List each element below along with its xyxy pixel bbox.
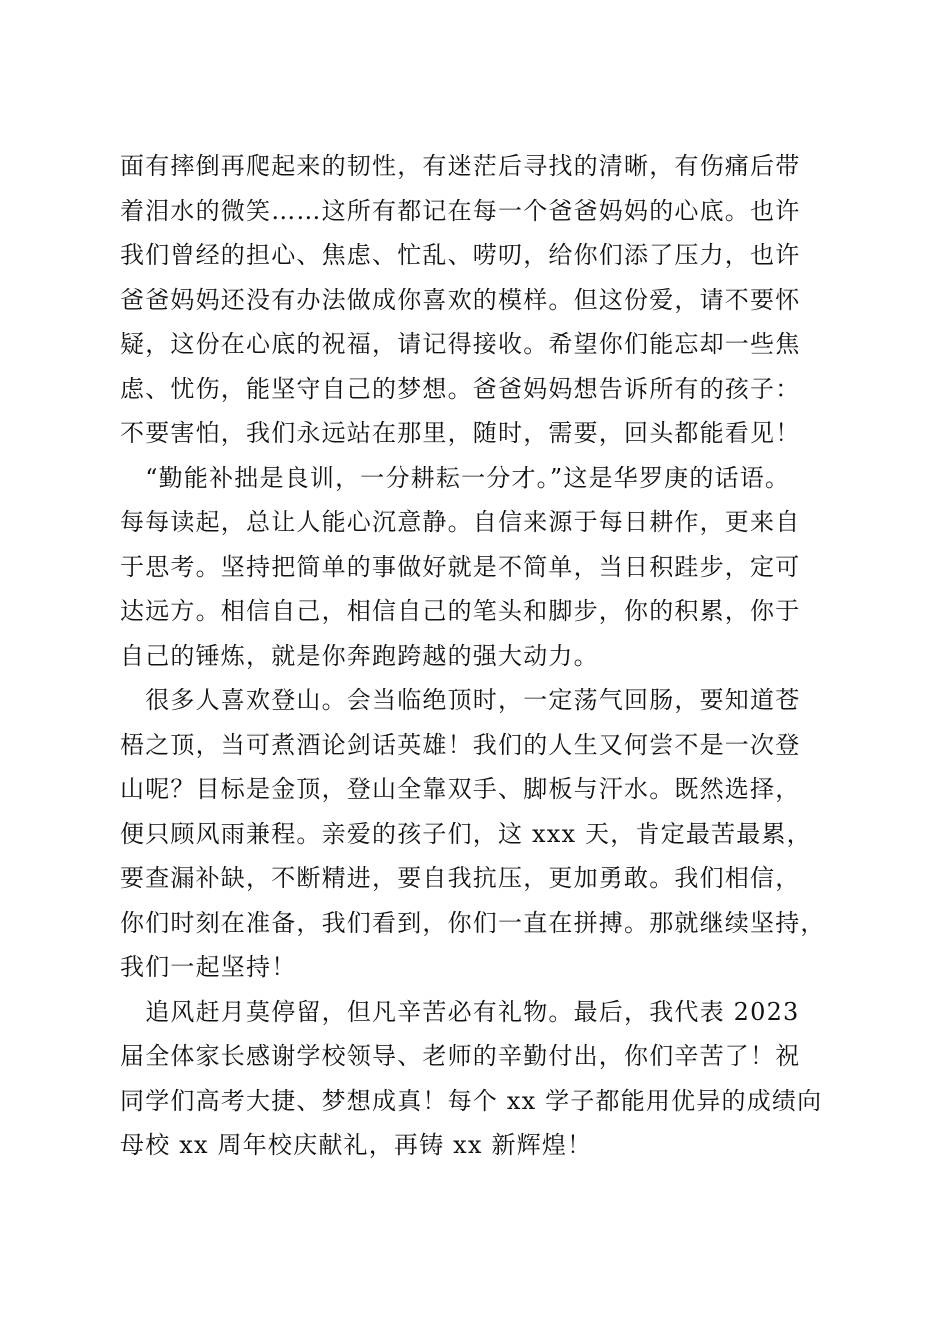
text-line: 梧之顶，当可煮酒论剑话英雄！我们的人生又何尝不是一次登 <box>120 730 801 759</box>
text-line: 爸爸妈妈还没有办法做成你喜欢的模样。但这份爱，请不要怀 <box>120 285 801 314</box>
document-body <box>120 144 840 1168</box>
text-line: 达远方。相信自己，相信自己的笔头和脚步，你的积累，你于 <box>120 597 801 625</box>
text-line: 面有摔倒再爬起来的韧性，有迷茫后寻找的清晰，有伤痛后带 <box>120 152 801 180</box>
text-line: 着泪水的微笑……这所有都记在每一个爸爸妈妈的心底。也许 <box>120 196 801 225</box>
text-line: 届全体家长感谢学校领导、老师的辛勤付出，你们辛苦了！祝 <box>120 1042 801 1070</box>
paragraph-start-line: 追风赶月莫停留，但凡辛苦必有礼物。最后，我代表 2023 <box>120 997 800 1026</box>
text-line: 便只顾风雨兼程。亲爱的孩子们，这 xxx 天，肯定最苦最累， <box>120 819 812 848</box>
text-line: 同学们高考大捷、梦想成真！每个 xx 学子都能用优异的成绩向 <box>120 1086 823 1115</box>
text-line: 要查漏补缺，不断精进，要自我抗压，更加勇敢。我们相信， <box>120 864 801 892</box>
text-line: 你们时刻在准备，我们看到，你们一直在拼搏。那就继续坚持， <box>120 908 826 937</box>
text-line: 我们曾经的担心、焦虑、忙乱、唠叨，给你们添了压力，也许 <box>120 241 801 269</box>
text-line: 自己的锤炼，就是你奔跑跨越的强大动力。 <box>120 641 599 670</box>
text-line: 虑、忧伤，能坚守自己的梦想。爸爸妈妈想告诉所有的孩子： <box>120 374 801 403</box>
text-line: 疑，这份在心底的祝福，请记得接收。希望你们能忘却一些焦 <box>120 330 801 358</box>
text-line: 于思考。坚持把简单的事做好就是不简单，当日积跬步，定可 <box>120 552 801 581</box>
text-line: 我们一起坚持！ <box>120 953 297 981</box>
text-line: 不要害怕，我们永远站在那里，随时，需要，回头都能看见！ <box>120 419 801 447</box>
paragraph-start-line: 很多人喜欢登山。会当临绝顶时，一定荡气回肠，要知道苍 <box>120 686 801 714</box>
text-line: 母校 xx 周年校庆献礼，再铸 xx 新辉煌！ <box>120 1131 593 1159</box>
paragraph-start-line: “勤能补拙是良训，一分耕耘一分才。”这是华罗庚的话语。 <box>120 463 791 492</box>
text-line: 山呢？目标是金顶，登山全靠双手、脚板与汗水。既然选择， <box>120 775 801 803</box>
text-line: 每每读起，总让人能心沉意静。自信来源于每日耕作，更来自 <box>120 508 801 536</box>
